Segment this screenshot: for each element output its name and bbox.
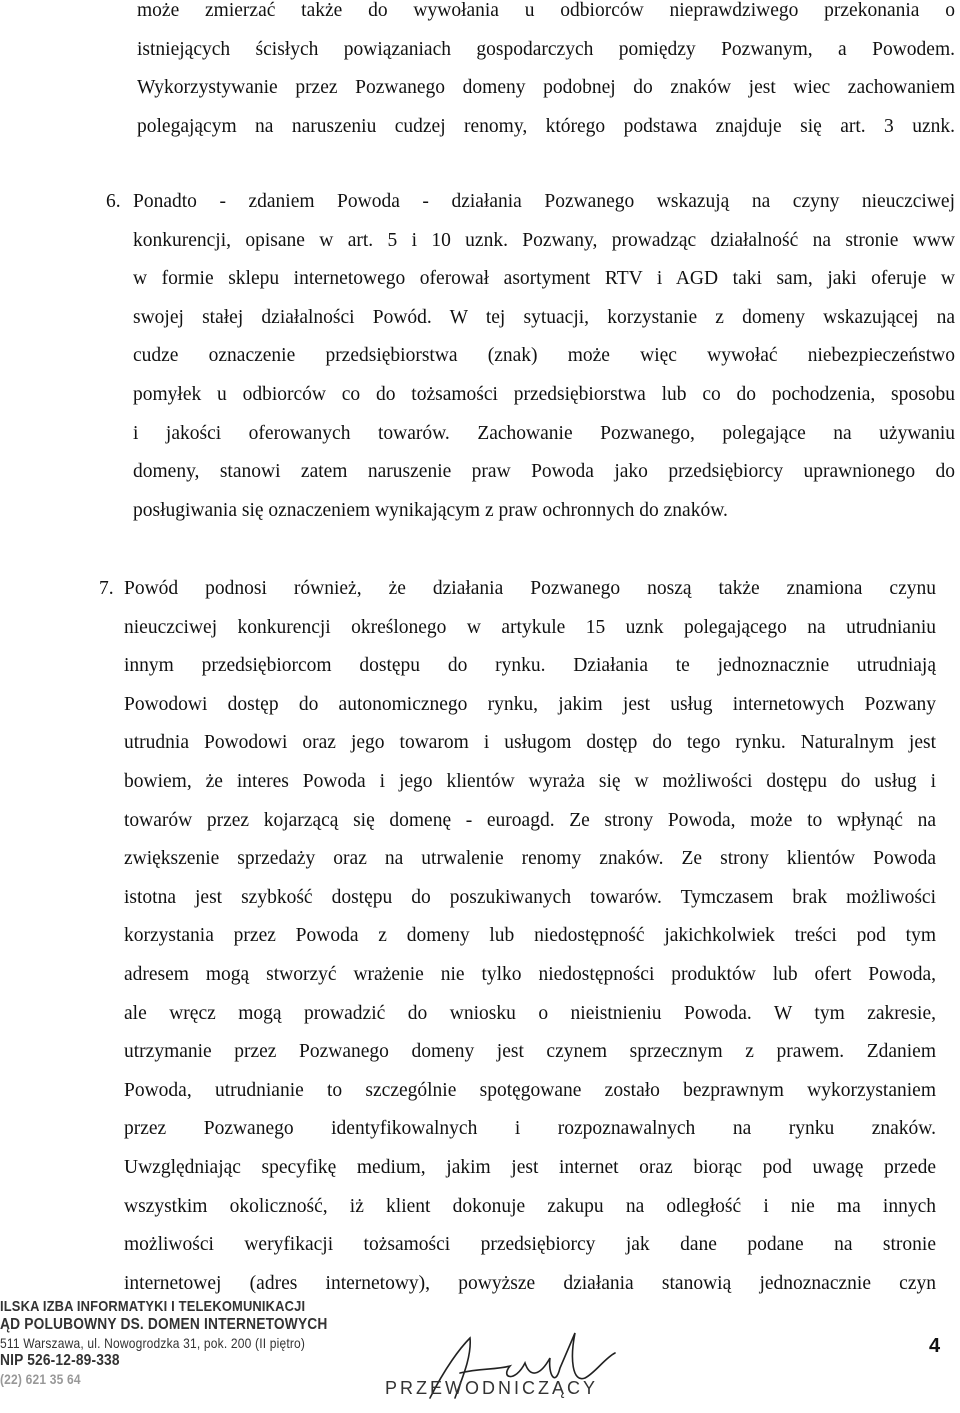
text-line: możliwości weryfikacji tożsamości przedsiębiorcy jak dane podane na stronie	[124, 1234, 936, 1256]
text-line: i jakości oferowanych towarów. Zachowanie Pozwanego, polegające na używaniu	[133, 422, 955, 444]
text-line: Ponadto - zdaniem Powoda - działania Pozwanego wskazują na czyny nieuczciwej	[133, 191, 955, 212]
stamp-line: ILSKA IZBA INFORMATYKI I TELEKOMUNIKACJI	[0, 1298, 306, 1315]
page-number: 4	[929, 1335, 941, 1357]
text-line: cudze oznaczenie przedsiębiorstwa (znak) może więc wywołać niebezpieczeństwo	[133, 345, 955, 367]
text-line: ale wręcz mogą prowadzić do wniosku o nieistnieniu Powoda. W tym zakresie,	[124, 1002, 936, 1024]
text-line: istotna jest szybkość dostępu do poszukiwanych towarów. Tymczasem brak możliwości	[124, 886, 936, 908]
text-line: Wykorzystywanie przez Pozwanego domeny podobnej do znaków jest wiec zachowaniem	[137, 77, 955, 99]
text-line: Uwzględniając specyfikę medium, jakim jest internet oraz biorąc pod uwagę przede	[124, 1156, 936, 1178]
text-line: Powodowi dostęp do autonomicznego rynku, jakim jest usług internetowych Pozwany	[124, 693, 936, 715]
text-line: towarów przez kojarzącą się domenę - euroagd. Ze strony Powoda, może to wpłynąć na	[124, 809, 936, 831]
text-line: Powód podnosi również, że działania Pozwanego noszą także znamiona czynu	[124, 578, 936, 599]
text-line: swojej stałej działalności Powód. W tej sytuacji, korzystanie z domeny wskazującej na	[133, 306, 955, 328]
text-line: utrzymanie przez Pozwanego domeny jest czynem sprzecznym z prawem. Zdaniem	[124, 1041, 936, 1063]
text-line: innym przedsiębiorcom dostępu do rynku. Działania te jednoznacznie utrudniają	[124, 655, 936, 677]
stamp-line: ĄD POLUBOWNY DS. DOMEN INTERNETOWYCH	[0, 1316, 328, 1333]
text-line: pomyłek u odbiorców co do tożsamości przedsiębiorstwa lub co do pochodzenia, sposobu	[133, 383, 955, 405]
section-number: 6.	[106, 191, 121, 212]
court-stamp	[0, 1298, 328, 1388]
text-line: zwiększenie sprzedaży oraz na utrwalenie renomy znaków. Ze strony klientów Powoda	[124, 848, 936, 870]
text-line: nieuczciwej konkurencji określonego w artykule 15 uznk polegającego na utrudnianiu	[124, 616, 936, 638]
section-7-paragraph	[124, 570, 936, 1303]
continuation-paragraph	[137, 0, 955, 146]
stamp-line: 511 Warszawa, ul. Nowogrodzka 31, pok. 200 (II piętro)	[0, 1335, 306, 1351]
text-line: internetowej (adres internetowy), powyższe działania stanowią jednoznacznie czyn	[124, 1272, 936, 1294]
text-line: przez Pozwanego identyfikowalnych i rozpoznawalnych na rynku znaków.	[124, 1118, 936, 1140]
section-6-paragraph	[133, 183, 955, 530]
stamp-line: (22) 621 35 64	[0, 1371, 81, 1387]
text-line: polegającym na naruszeniu cudzej renomy, którego podstawa znajduje się art. 3 uznk.	[137, 115, 955, 137]
section-number: 7.	[99, 578, 114, 599]
text-line: bowiem, że interes Powoda i jego klientów wyraża się w możliwości dostępu do usług i	[124, 770, 936, 792]
text-line: korzystania przez Powoda z domeny lub niedostępność jakichkolwiek treści pod tym	[124, 925, 936, 947]
signer-title: PRZEWODNICZĄCY	[385, 1378, 598, 1398]
text-line: utrudnia Powodowi oraz jego towarom i usługom dostęp do tego rynku. Naturalnym jest	[124, 732, 936, 754]
text-line: Powoda, utrudnianie to szczególnie spotęgowane zostało bezprawnym wykorzystaniem	[124, 1079, 936, 1101]
text-line: domeny, stanowi zatem naruszenie praw Powoda jako przedsiębiorcy uprawnionego do	[133, 461, 955, 483]
text-line: wszystkim okoliczność, iż klient dokonuje zakupu na odległość i nie ma innych	[124, 1195, 936, 1217]
text-line: posługiwania się oznaczeniem wynikającym z praw ochronnych do znaków.	[133, 499, 728, 521]
text-line: w formie sklepu internetowego oferował asortyment RTV i AGD taki sam, jaki oferuje w	[133, 268, 955, 290]
text-line: istniejących ścisłych powiązaniach gospodarczych pomiędzy Pozwanym, a Powodem.	[137, 38, 955, 60]
text-line: konkurencji, opisane w art. 5 i 10 uznk. Pozwany, prowadząc działalność na stronie www	[133, 229, 955, 251]
text-line: adresem mogą stworzyć wrażenie nie tylko niedostępności produktów lub ofert Powoda,	[124, 963, 936, 985]
text-line: może zmierzać także do wywołania u odbiorców nieprawdziwego przekonania o	[137, 0, 955, 21]
stamp-line: NIP 526-12-89-338	[0, 1352, 120, 1369]
